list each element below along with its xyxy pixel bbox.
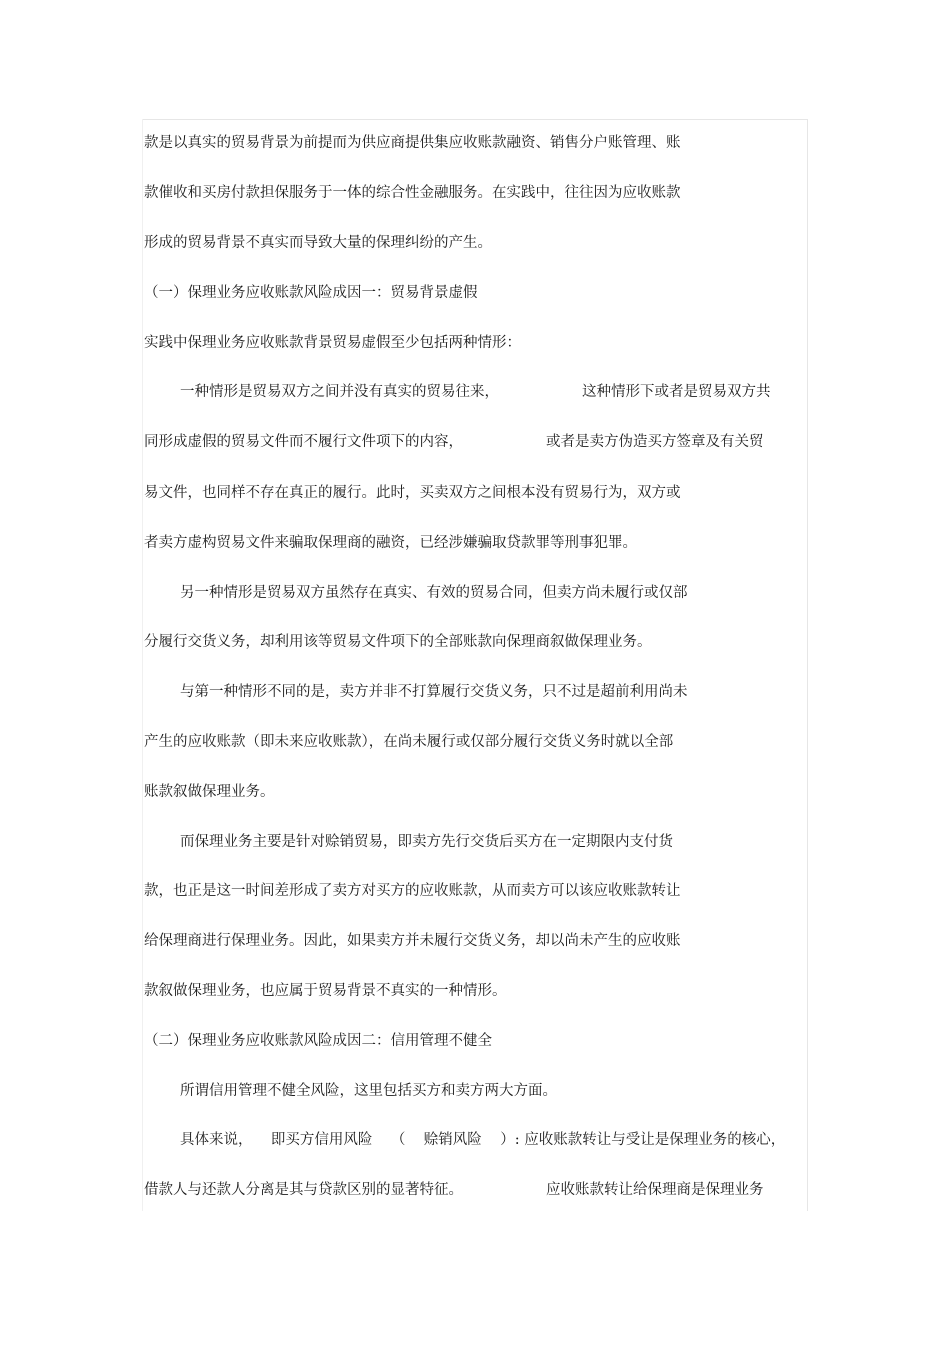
text-line: 款是以真实的贸易背景为前提而为供应商提供集应收账款融资、销售分户账管理、账 xyxy=(144,135,681,151)
paragraph-start: 所谓信用管理不健全风险，这里包括买方和卖方两大方面。 xyxy=(180,1083,557,1099)
text-line: 账款叙做保理业务。 xyxy=(144,784,275,800)
page-frame-left-border xyxy=(142,119,143,1211)
page-frame-right-border xyxy=(807,119,808,1211)
text-line: 款催收和买房付款担保服务于一体的综合性金融服务。在实践中，往往因为应收账款 xyxy=(144,185,681,201)
paragraph-start: 另一种情形是贸易双方虽然存在真实、有效的贸易合同，但卖方尚未履行或仅部 xyxy=(180,585,688,601)
text-line: 实践中保理业务应收账款背景贸易虚假至少包括两种情形： xyxy=(144,335,521,351)
text-line: 者卖方虚构贸易文件来骗取保理商的融资，已经涉嫌骗取贷款罪等刑事犯罪。 xyxy=(144,535,637,551)
text-line: 分履行交货义务，却利用该等贸易文件项下的全部账款向保理商叙做保理业务。 xyxy=(144,634,652,650)
text-line: 款，也正是这一时间差形成了卖方对买方的应收账款，从而卖方可以该应收账款转让 xyxy=(144,883,681,899)
text-line: 形成的贸易背景不真实而导致大量的保理纠纷的产生。 xyxy=(144,235,492,251)
text-line: 易文件，也同样不存在真正的履行。此时，买卖双方之间根本没有贸易行为，双方或 xyxy=(144,485,681,501)
paragraph-start: 与第一种情形不同的是，卖方并非不打算履行交货义务，只不过是超前利用尚未 xyxy=(180,684,688,700)
text-line: 同形成虚假的贸易文件而不履行文件项下的内容， 或者是卖方伪造买方签章及有关贸 xyxy=(144,434,764,450)
section-heading: （二）保理业务应收账款风险成因二：信用管理不健全 xyxy=(144,1033,492,1049)
text-line: 借款人与还款人分离是其与贷款区别的显著特征。 应收账款转让给保理商是保理业务 xyxy=(144,1182,764,1198)
text-line: 产生的应收账款（即未来应收账款），在尚未履行或仅部分履行交货义务时就以全部 xyxy=(144,734,674,750)
text-line: 给保理商进行保理业务。因此，如果卖方并未履行交货义务，却以尚未产生的应收账 xyxy=(144,933,681,949)
page-frame-top-border xyxy=(142,119,808,120)
paragraph-start: 具体来说， 即买方信用风险 （ 赊销风险 ）: 应收账款转让与受让是保理业务的核心， xyxy=(180,1132,786,1148)
text-line: 款叙做保理业务，也应属于贸易背景不真实的一种情形。 xyxy=(144,983,507,999)
section-heading: （一）保理业务应收账款风险成因一：贸易背景虚假 xyxy=(144,285,478,301)
paragraph-start: 而保理业务主要是针对赊销贸易，即卖方先行交货后买方在一定期限内支付货 xyxy=(180,834,673,850)
paragraph-start: 一种情形是贸易双方之间并没有真实的贸易往来， 这种情形下或者是贸易双方共 xyxy=(180,384,771,400)
